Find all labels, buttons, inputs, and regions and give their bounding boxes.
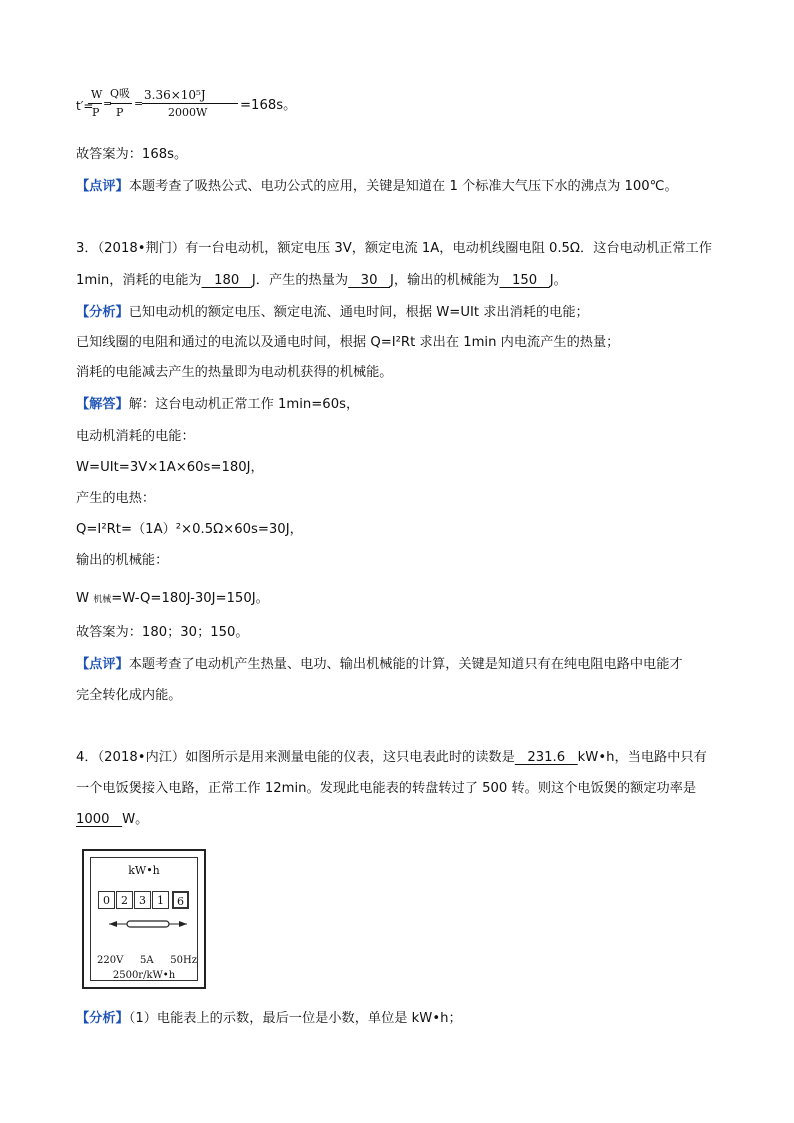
comment-prev: 【点评】本题考查了吸热公式、电功公式的应用，关键是知道在 1 个标准大气压下水的沸点为 100℃。: [76, 179, 678, 194]
q3-solution-5: Q=I²Rt=（1A）²×0.5Ω×60s=30J，: [76, 522, 303, 537]
answer-prev: 故答案为：168s。: [76, 147, 188, 162]
meter-voltage: 220V: [97, 955, 124, 966]
q3-comment-2: 完全转化成内能。: [76, 688, 182, 703]
meter-digit-decimal: 6: [172, 891, 189, 909]
q3-solution-2: 电动机消耗的电能：: [76, 429, 195, 444]
q3-analysis-2: 已知线圈的电阻和通过的电流以及通电时间，根据 Q=I²Rt 求出在 1min 内电流产生的热量；: [76, 335, 620, 350]
q3-blank-mechanical: 150: [499, 273, 550, 288]
formula-lhs: t′=: [76, 99, 94, 113]
meter-digit: 3: [134, 891, 151, 909]
q3-analysis-1: 【分析】已知电动机的额定电压、额定电流、通电时间，根据 W=UIt 求出消耗的电能；: [76, 305, 589, 320]
q3-line1: 3．（2018•荆门）有一台电动机，额定电压 3V，额定电流 1A，电动机线圈电阻 0.5Ω．这台电动机正常工作: [76, 241, 712, 256]
q4-line3: 1000 W。: [76, 812, 149, 827]
meter-unit: kW•h: [128, 864, 160, 877]
q4-blank-power: 1000: [76, 812, 123, 827]
q3-analysis-3: 消耗的电能减去产生的热量即为电动机获得的机械能。: [76, 365, 393, 380]
electricity-meter-figure: [82, 849, 206, 989]
q3-comment-1: 【点评】本题考查了电动机产生热量、电功、输出机械能的计算，关键是知道只有在纯电阻电路中电能才: [76, 657, 683, 672]
q3-answer: 故答案为：180；30；150。: [76, 625, 249, 640]
meter-rate: 2500r/kW•h: [112, 970, 176, 981]
meter-current: 5A: [140, 955, 154, 966]
q3-solution-6: 输出的机械能：: [76, 553, 169, 568]
formula-result: =168s。: [240, 98, 297, 113]
meter-digits: [98, 891, 190, 909]
comment-tag: 【点评】: [76, 179, 129, 194]
meter-frequency: 50Hz: [170, 955, 197, 966]
meter-digit: 1: [152, 891, 169, 909]
q3-blank-energy: 180: [201, 273, 252, 288]
q3-solution-3: W=UIt=3V×1A×60s=180J，: [76, 460, 264, 475]
q4-line1: 4．（2018•内江）如图所示是用来测量电能的仪表，这只电表此时的读数是 231.6 kW•h，当电路中只有: [76, 750, 707, 765]
q3-solution-4: 产生的电热：: [76, 491, 156, 506]
q3-solution-1: 【解答】解：这台电动机正常工作 1min=60s，: [76, 397, 360, 412]
q3-line2: 1min，消耗的电能为 180 J．产生的热量为 30 J，输出的机械能为 150 J。: [76, 273, 567, 288]
q4-blank-reading: 231.6: [514, 750, 578, 765]
meter-digit: 2: [116, 891, 133, 909]
meter-inner-frame: [90, 857, 198, 981]
q3-blank-heat: 30: [348, 273, 391, 288]
meter-turntable-icon: [109, 916, 187, 932]
meter-digit: 0: [98, 891, 115, 909]
q4-line2: 一个电饭煲接入电路，正常工作 12min。发现此电能表的转盘转过了 500 转。则这个电饭煲的额定功率是: [76, 781, 697, 796]
q3-solution-7: W 机械=W-Q=180J-30J=150J。: [76, 591, 269, 606]
q4-analysis-1: 【分析】（1）电能表上的示数，最后一位是小数，单位是 kW•h；: [76, 1011, 462, 1026]
meter-specs: [97, 955, 197, 966]
